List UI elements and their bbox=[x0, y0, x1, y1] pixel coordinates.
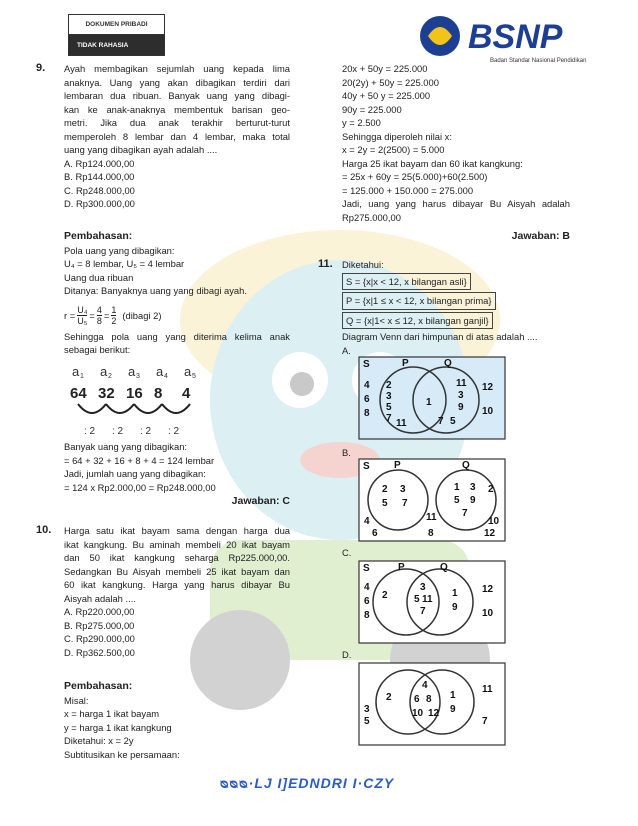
sequence-term-label: a bbox=[72, 364, 80, 379]
equals: = bbox=[89, 309, 95, 321]
q11-option-c-label: C. bbox=[342, 547, 352, 558]
label-s: S bbox=[363, 359, 370, 370]
q9-number: 9. bbox=[36, 62, 46, 74]
ratio-note: (dibagi 2) bbox=[122, 309, 162, 321]
sequence-term-index: 1 bbox=[80, 373, 84, 380]
ratio-frac-1 bbox=[77, 305, 87, 326]
q10-cont-line: 20x + 50y = 225.000 bbox=[342, 63, 428, 74]
q10-solution-cont bbox=[342, 62, 570, 244]
ratio-frac-2 bbox=[97, 305, 102, 326]
sequence-term-index: 4 bbox=[164, 373, 168, 380]
q11-option-d-label: D. bbox=[342, 649, 352, 660]
venn-value: 7 bbox=[402, 498, 408, 509]
frac-num: U₄ bbox=[77, 305, 88, 315]
q10-solution-heading: Pembahasan: bbox=[64, 680, 133, 692]
venn-value: 2 bbox=[488, 484, 494, 495]
q9-sol-line: Ditanya: Banyaknya uang yang dibagi ayah. bbox=[64, 285, 247, 296]
venn-value: 5 bbox=[414, 594, 420, 605]
q10-conclusion: Jadi, uang yang harus dibayar Bu Aisyah adalah bbox=[342, 198, 570, 209]
venn-value: 8 bbox=[428, 528, 434, 539]
q11-question bbox=[342, 258, 570, 357]
q10-number: 10. bbox=[36, 524, 52, 536]
sequence-arc bbox=[162, 404, 190, 413]
sequence-value: 64 bbox=[70, 385, 87, 402]
frac-den: 8 bbox=[96, 316, 102, 326]
stamp-line1: DOKUMEN PRIBADI bbox=[69, 15, 164, 35]
venn-value: 6 bbox=[364, 394, 370, 405]
venn-value: 6 bbox=[414, 694, 420, 705]
frac-num: 1 bbox=[111, 305, 117, 315]
q10-question bbox=[64, 524, 290, 659]
q9-line: Ayah membagikan sejumlah uang kepada lima bbox=[64, 63, 290, 74]
sequence-divider: : 2 bbox=[112, 426, 124, 437]
q9-question bbox=[64, 62, 290, 211]
label-s: S bbox=[363, 461, 370, 472]
q9-sol-line: Sehingga pola uang yang diterima kelima anak bbox=[64, 330, 290, 342]
venn-value: 6 bbox=[372, 528, 378, 539]
sequence-value: 8 bbox=[154, 385, 163, 402]
venn-value: 8 bbox=[364, 610, 370, 621]
q10-option-d: D. Rp362.500,00 bbox=[64, 646, 135, 658]
label-p: P bbox=[394, 460, 401, 471]
venn-value: 11 bbox=[422, 594, 433, 605]
q11-question-text: Diagram Venn dari himpunan di atas adalah .... bbox=[342, 331, 538, 342]
q9-answer: Jawaban: C bbox=[231, 495, 290, 507]
q9-line: lembaran dua ribuan. Banyak uang yang dibagi- bbox=[64, 90, 290, 101]
venn-value: 10 bbox=[412, 708, 424, 719]
frac-den: 2 bbox=[111, 316, 117, 326]
ratio-frac-3 bbox=[111, 305, 116, 326]
venn-value: 4 bbox=[364, 516, 370, 527]
venn-value: 8 bbox=[426, 694, 432, 705]
q10-line: 60 ikat kangkung. Harga yang harus dibayar Bu bbox=[64, 579, 290, 590]
venn-value: 1 bbox=[450, 690, 456, 701]
equals: = bbox=[103, 309, 110, 321]
venn-value: 1 bbox=[426, 397, 432, 408]
sequence-value: 4 bbox=[182, 385, 191, 402]
q10-line: Aisyah adalah .... bbox=[64, 592, 136, 604]
q9-sol-line: Jadi, jumlah uang yang dibagikan: bbox=[64, 468, 206, 479]
label-p: P bbox=[402, 358, 409, 369]
q10-cont-line: y = 2.500 bbox=[342, 117, 381, 128]
set-p-definition: P = {x|1 ≤ x < 12, x bilangan prima} bbox=[342, 292, 496, 310]
venn-value: 4 bbox=[364, 582, 370, 593]
frac-num: 4 bbox=[96, 305, 102, 315]
q10-solution bbox=[64, 680, 290, 761]
venn-option-c bbox=[358, 560, 506, 644]
venn-value: 11 bbox=[456, 378, 467, 389]
sequence-arc bbox=[78, 404, 106, 413]
q9-sol-line: Pola uang yang dibagikan: bbox=[64, 244, 175, 256]
q10-sol-line: Diketahui: x = 2y bbox=[64, 735, 134, 746]
q9-solution-heading: Pembahasan: bbox=[64, 230, 133, 242]
q10-cont-line: 20(2y) + 50y = 225.000 bbox=[342, 76, 439, 88]
q10-line: ikat kangkung. Bu aminah membeli 20 ikat bayam bbox=[64, 538, 290, 550]
venn-value: 10 bbox=[482, 406, 494, 417]
q11-intro: Diketahui: bbox=[342, 259, 384, 270]
q10-option-a: A. Rp220.000,00 bbox=[64, 606, 135, 617]
q9-sol-line: Banyak uang yang dibagikan: bbox=[64, 441, 188, 452]
q9-line: uang yang dibagikan ayah adalah .... bbox=[64, 144, 218, 155]
venn-value: 3 bbox=[470, 482, 476, 493]
venn-value: 7 bbox=[462, 508, 468, 519]
q9-line: metri. Jika dua anak terakhir berturut-turut bbox=[64, 117, 290, 128]
q9-sol-line: Uang dua ribuan bbox=[64, 271, 134, 283]
label-q: Q bbox=[462, 460, 470, 471]
venn-value: 1 bbox=[452, 588, 458, 599]
venn-value: 6 bbox=[364, 596, 370, 607]
venn-value: 7 bbox=[420, 606, 426, 617]
venn-value: 3 bbox=[364, 704, 370, 715]
sequence-value: 32 bbox=[98, 385, 115, 402]
document-stamp bbox=[68, 14, 165, 56]
q10-option-b: B. Rp275.000,00 bbox=[64, 619, 135, 631]
q10-cont-line: = 25x + 60y = 25(5.000)+60(2.500) bbox=[342, 171, 488, 182]
sequence-divider: : 2 bbox=[84, 426, 96, 437]
q9-option-c: C. Rp248.000,00 bbox=[64, 184, 135, 196]
venn-value: 9 bbox=[458, 402, 464, 413]
q10-sol-line: y = harga 1 ikat kangkung bbox=[64, 721, 172, 733]
venn-value: 12 bbox=[482, 584, 494, 595]
venn-value: 12 bbox=[428, 708, 440, 719]
sequence-term-index: 2 bbox=[108, 373, 112, 380]
q10-conclusion: Rp275.000,00 bbox=[342, 211, 401, 223]
venn-value: 2 bbox=[386, 692, 392, 703]
q10-cont-line: 90y = 225.000 bbox=[342, 103, 402, 115]
q10-cont-line: x = 2y = 2(2500) = 5.000 bbox=[342, 144, 445, 155]
q10-line: Harga satu ikat bayam sama dengan harga dua bbox=[64, 525, 290, 536]
sequence-divider: : 2 bbox=[168, 426, 180, 437]
sequence-term-label: a bbox=[156, 364, 164, 379]
frac-den: U₅ bbox=[77, 316, 88, 326]
label-q: Q bbox=[444, 358, 452, 369]
q10-sol-line: x = harga 1 ikat bayam bbox=[64, 708, 160, 719]
q9-line: anaknya. Uang yang akan dibagikan terdiri dari bbox=[64, 76, 290, 88]
venn-value: 3 bbox=[386, 391, 392, 402]
q10-line: Sedangkan Bu Aisyah membeli 25 ikat bayam dan bbox=[64, 565, 290, 577]
stamp-line2: TIDAK RAHASIA bbox=[69, 35, 164, 55]
svg-text:BSNP: BSNP bbox=[468, 18, 563, 56]
sequence-term-label: a bbox=[184, 364, 192, 379]
venn-value: 8 bbox=[364, 408, 370, 419]
q10-sol-line: Misal: bbox=[64, 694, 89, 706]
sequence-arc bbox=[134, 404, 162, 413]
venn-value: 9 bbox=[452, 602, 458, 613]
venn-value: 10 bbox=[488, 516, 500, 527]
q10-answer: Jawaban: B bbox=[511, 230, 570, 242]
q9-option-d: D. Rp300.000,00 bbox=[64, 198, 135, 209]
q10-cont-line: 40y + 50 y = 225.000 bbox=[342, 90, 431, 101]
bsnp-logo bbox=[418, 10, 596, 66]
venn-value: 11 bbox=[426, 512, 437, 523]
venn-value: 7 bbox=[386, 413, 392, 424]
sequence-term-index: 5 bbox=[192, 373, 196, 380]
q9-line: memperoleh 8 lembar dan 4 lembar, maka total bbox=[64, 130, 290, 142]
venn-value: 11 bbox=[482, 684, 493, 695]
sequence-diagram bbox=[64, 362, 214, 438]
q10-cont-line: = 125.000 + 150.000 = 275.000 bbox=[342, 184, 474, 196]
venn-option-d bbox=[358, 662, 506, 746]
q10-line: dan 50 ikat kangkung seharga Rp225.000,00. bbox=[64, 552, 290, 563]
q11-option-a-label: A. bbox=[342, 344, 351, 356]
venn-value: 5 bbox=[382, 498, 388, 509]
sequence-value: 16 bbox=[126, 385, 143, 402]
q11-number: 11. bbox=[318, 258, 333, 270]
label-s: S bbox=[363, 563, 370, 574]
q10-cont-line: Sehingga diperoleh nilai x: bbox=[342, 130, 452, 142]
venn-value: 12 bbox=[484, 528, 496, 539]
sequence-term-index: 3 bbox=[136, 373, 140, 380]
q9-option-a: A. Rp124.000,00 bbox=[64, 157, 135, 169]
venn-value: 10 bbox=[482, 608, 494, 619]
q9-solution bbox=[64, 230, 290, 357]
venn-value: 5 bbox=[450, 416, 456, 427]
q9-sol-line: sebagai berikut: bbox=[64, 344, 131, 355]
label-p: P bbox=[398, 562, 405, 573]
venn-value: 12 bbox=[482, 382, 494, 393]
footer-text: ᴓᴓᴓ·LJ I]EDNDRI I·CZY bbox=[220, 775, 395, 791]
venn-value: 11 bbox=[396, 418, 407, 429]
venn-value: 7 bbox=[438, 416, 444, 427]
set-q-definition: Q = {x|1< x ≤ 12, x bilangan ganjil} bbox=[342, 312, 493, 330]
q10-option-c: C. Rp290.000,00 bbox=[64, 633, 135, 644]
q9-solution-total bbox=[64, 440, 290, 509]
venn-value: 3 bbox=[420, 582, 426, 593]
logo-subtitle: Badan Standar Nasional Pendidikan bbox=[490, 58, 587, 64]
q10-cont-line: Harga 25 ikat bayam dan 60 ikat kangkung: bbox=[342, 157, 523, 169]
set-s-definition: S = {x|x < 12, x bilangan asli} bbox=[342, 273, 471, 291]
sequence-term-label: a bbox=[128, 364, 136, 379]
venn-value: 9 bbox=[450, 704, 456, 715]
venn-value: 2 bbox=[382, 484, 388, 495]
venn-value: 7 bbox=[482, 716, 488, 727]
sequence-divider: : 2 bbox=[140, 426, 152, 437]
q9-sol-line: = 64 + 32 + 16 + 8 + 4 = 124 lembar bbox=[64, 454, 215, 466]
venn-value: 5 bbox=[364, 716, 370, 727]
venn-value: 5 bbox=[386, 402, 392, 413]
sequence-arc bbox=[106, 404, 134, 413]
q9-ratio bbox=[64, 302, 290, 330]
venn-value: 5 bbox=[454, 495, 460, 506]
venn-value: 4 bbox=[422, 680, 428, 691]
q9-sol-line: U₄ = 8 lembar, U₅ = 4 lembar bbox=[64, 258, 185, 269]
venn-option-b bbox=[358, 458, 506, 542]
q9-option-b: B. Rp144.000,00 bbox=[64, 171, 135, 182]
label-q: Q bbox=[440, 562, 448, 573]
q9-sol-line: = 124 x Rp2.000,00 = Rp248.000,00 bbox=[64, 481, 216, 493]
sequence-term-label: a bbox=[100, 364, 108, 379]
q9-line: kan ke anak-anaknya membentuk barisan geo- bbox=[64, 103, 290, 115]
venn-option-a bbox=[358, 356, 506, 440]
venn-value: 1 bbox=[454, 482, 460, 493]
venn-value: 3 bbox=[458, 390, 464, 401]
venn-value: 3 bbox=[400, 484, 406, 495]
ratio-label: r = bbox=[64, 309, 76, 321]
q10-sol-line: Subtitusikan ke persamaan: bbox=[64, 748, 180, 760]
q11-option-b-label: B. bbox=[342, 447, 351, 458]
venn-value: 4 bbox=[364, 380, 370, 391]
venn-value: 2 bbox=[382, 590, 388, 601]
venn-value: 2 bbox=[386, 380, 392, 391]
venn-value: 9 bbox=[470, 495, 476, 506]
